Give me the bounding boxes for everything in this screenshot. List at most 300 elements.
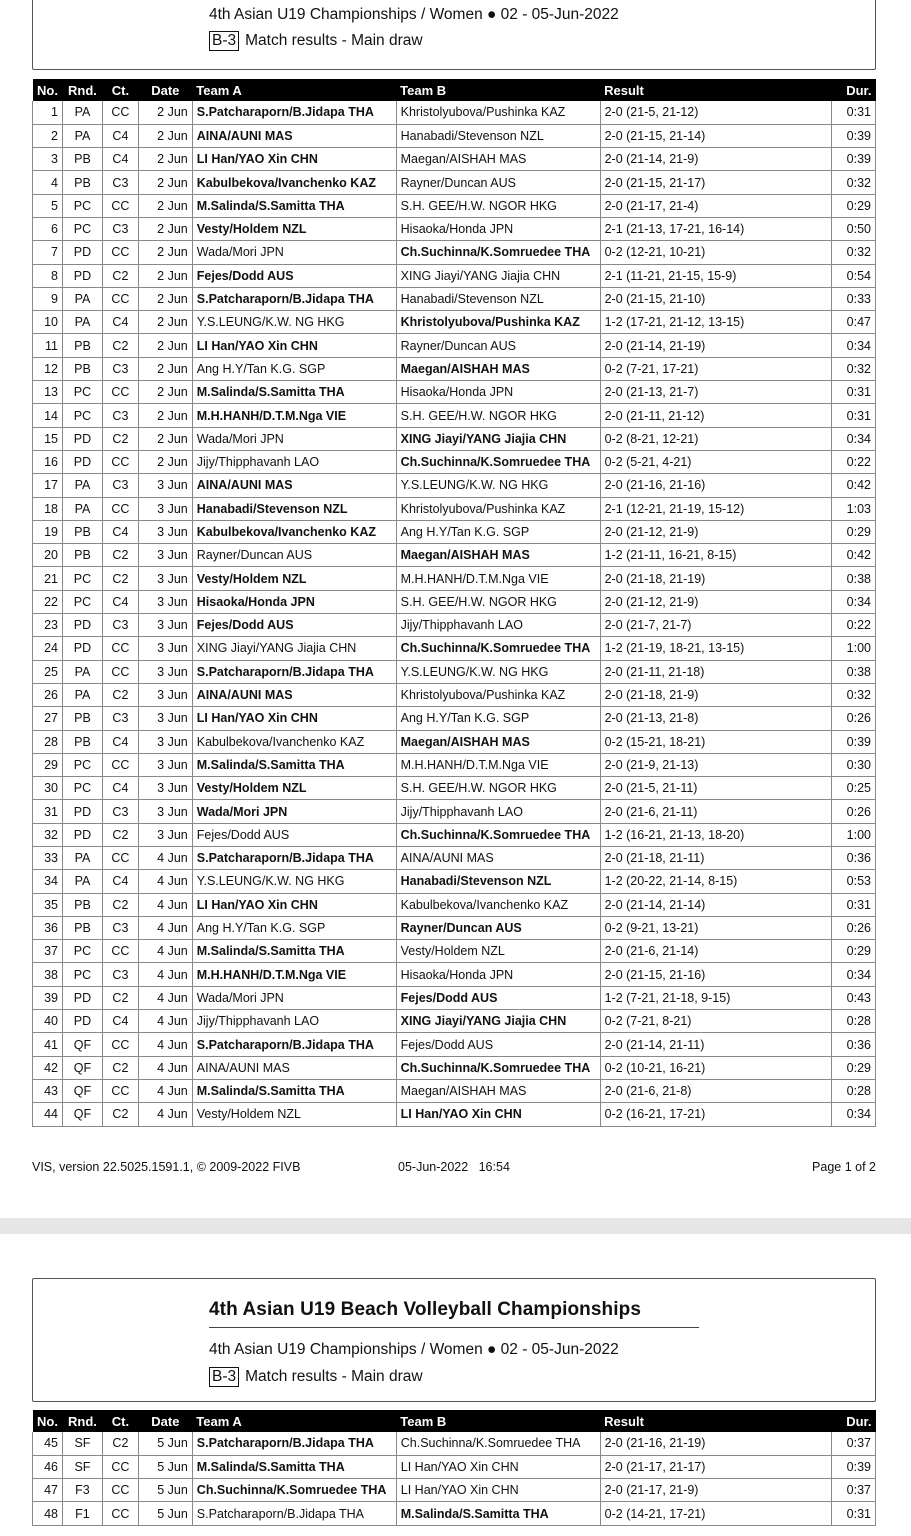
round-cell: PA: [62, 847, 102, 870]
date-cell: 2 Jun: [138, 148, 192, 171]
duration-cell: 1:00: [832, 823, 876, 846]
title-underline: [209, 1327, 699, 1328]
duration-cell: 0:32: [832, 241, 876, 264]
table-row: [33, 777, 876, 800]
team-a-cell: S.Patcharaporn/B.Jidapa THA: [192, 1432, 396, 1455]
match-number-cell: 8: [33, 264, 63, 287]
court-cell: CC: [102, 101, 138, 124]
team-a-cell: M.H.HANH/D.T.M.Nga VIE: [192, 404, 396, 427]
court-cell: C4: [102, 124, 138, 147]
round-cell: PA: [62, 311, 102, 334]
team-a-cell: Vesty/Holdem NZL: [192, 1103, 396, 1126]
table-row: [33, 124, 876, 147]
team-a-cell: Vesty/Holdem NZL: [192, 777, 396, 800]
round-cell: PA: [62, 660, 102, 683]
result-cell: 2-0 (21-13, 21-7): [600, 381, 831, 404]
duration-cell: 0:39: [832, 148, 876, 171]
result-cell: 2-0 (21-14, 21-19): [600, 334, 831, 357]
result-cell: 0-2 (16-21, 17-21): [600, 1103, 831, 1126]
round-cell: PD: [62, 241, 102, 264]
duration-cell: 0:36: [832, 847, 876, 870]
result-cell: 2-0 (21-17, 21-9): [600, 1479, 831, 1502]
table-row: [33, 148, 876, 171]
result-cell: 2-0 (21-6, 21-14): [600, 940, 831, 963]
date-cell: 2 Jun: [138, 101, 192, 124]
team-a-cell: Y.S.LEUNG/K.W. NG HKG: [192, 311, 396, 334]
court-cell: C3: [102, 404, 138, 427]
court-cell: C2: [102, 1103, 138, 1126]
col-header-duration: Dur.: [832, 79, 876, 101]
court-cell: CC: [102, 1033, 138, 1056]
date-cell: 3 Jun: [138, 683, 192, 706]
result-cell: 2-0 (21-9, 21-13): [600, 753, 831, 776]
result-cell: 2-0 (21-15, 21-14): [600, 124, 831, 147]
table-row: [33, 567, 876, 590]
round-cell: SF: [62, 1455, 102, 1478]
match-number-cell: 39: [33, 986, 63, 1009]
date-cell: 4 Jun: [138, 1033, 192, 1056]
result-cell: 0-2 (14-21, 17-21): [600, 1502, 831, 1525]
result-cell: 1-2 (7-21, 21-18, 9-15): [600, 986, 831, 1009]
table-row: [33, 590, 876, 613]
match-number-cell: 40: [33, 1010, 63, 1033]
date-cell: 5 Jun: [138, 1479, 192, 1502]
round-cell: PB: [62, 148, 102, 171]
match-number-cell: 30: [33, 777, 63, 800]
team-a-cell: Fejes/Dodd AUS: [192, 823, 396, 846]
court-cell: CC: [102, 847, 138, 870]
round-cell: PC: [62, 404, 102, 427]
match-number-cell: 33: [33, 847, 63, 870]
duration-cell: 0:37: [831, 1432, 875, 1455]
result-cell: 0-2 (7-21, 17-21): [600, 357, 831, 380]
match-number-cell: 10: [33, 311, 63, 334]
match-number-cell: 18: [33, 497, 63, 520]
round-cell: PB: [62, 171, 102, 194]
team-b-cell: XING Jiayi/YANG Jiajia CHN: [396, 1010, 600, 1033]
duration-cell: 0:37: [831, 1479, 875, 1502]
result-cell: 2-0 (21-16, 21-19): [600, 1432, 831, 1455]
round-cell: PB: [62, 893, 102, 916]
duration-cell: 0:32: [832, 683, 876, 706]
team-a-cell: Kabulbekova/Ivanchenko KAZ: [192, 730, 396, 753]
court-cell: CC: [102, 1502, 138, 1525]
team-b-cell: Y.S.LEUNG/K.W. NG HKG: [396, 474, 600, 497]
team-b-cell: M.H.HANH/D.T.M.Nga VIE: [396, 753, 600, 776]
round-cell: PB: [62, 707, 102, 730]
col-header-duration: Dur.: [831, 1410, 875, 1432]
duration-cell: 0:29: [832, 194, 876, 217]
court-cell: C2: [102, 334, 138, 357]
team-b-cell: Rayner/Duncan AUS: [396, 334, 600, 357]
round-cell: PA: [62, 870, 102, 893]
team-a-cell: AINA/AUNI MAS: [192, 124, 396, 147]
match-number-cell: 25: [33, 660, 63, 683]
team-a-cell: Vesty/Holdem NZL: [192, 567, 396, 590]
result-cell: 2-0 (21-17, 21-17): [600, 1455, 831, 1478]
match-number-cell: 29: [33, 753, 63, 776]
table-row: [33, 730, 876, 753]
report-header-box: [32, 1278, 876, 1402]
table-row: [33, 800, 876, 823]
team-a-cell: AINA/AUNI MAS: [192, 683, 396, 706]
date-cell: 2 Jun: [138, 427, 192, 450]
table-row: [33, 171, 876, 194]
date-cell: 4 Jun: [138, 870, 192, 893]
team-b-cell: Maegan/AISHAH MAS: [396, 730, 600, 753]
match-number-cell: 1: [33, 101, 63, 124]
team-b-cell: XING Jiayi/YANG Jiajia CHN: [396, 427, 600, 450]
match-number-cell: 28: [33, 730, 63, 753]
date-cell: 4 Jun: [138, 1056, 192, 1079]
court-cell: CC: [102, 381, 138, 404]
round-cell: PA: [62, 474, 102, 497]
match-number-cell: 24: [33, 637, 63, 660]
result-cell: 2-0 (21-16, 21-16): [600, 474, 831, 497]
duration-cell: 0:54: [832, 264, 876, 287]
round-cell: PA: [62, 101, 102, 124]
court-cell: CC: [102, 1455, 138, 1478]
court-cell: CC: [102, 450, 138, 473]
date-cell: 4 Jun: [138, 986, 192, 1009]
court-cell: CC: [102, 497, 138, 520]
team-a-cell: Ang H.Y/Tan K.G. SGP: [192, 357, 396, 380]
round-cell: PB: [62, 357, 102, 380]
court-cell: C2: [102, 264, 138, 287]
match-number-cell: 46: [33, 1455, 63, 1478]
team-a-cell: LI Han/YAO Xin CHN: [192, 893, 396, 916]
date-cell: 3 Jun: [138, 660, 192, 683]
table-row: [33, 544, 876, 567]
table-row: [33, 753, 876, 776]
result-cell: 2-0 (21-14, 21-11): [600, 1033, 831, 1056]
duration-cell: 0:42: [832, 474, 876, 497]
date-cell: 4 Jun: [138, 1079, 192, 1102]
match-number-cell: 36: [33, 916, 63, 939]
team-a-cell: S.Patcharaporn/B.Jidapa THA: [192, 1502, 396, 1525]
round-cell: PA: [62, 124, 102, 147]
table-row: [33, 893, 876, 916]
team-b-cell: Ch.Suchinna/K.Somruedee THA: [396, 1056, 600, 1079]
report-header-box: [32, 0, 876, 70]
round-cell: PC: [62, 590, 102, 613]
col-header-date: Date: [138, 79, 192, 101]
team-a-cell: M.Salinda/S.Samitta THA: [192, 1455, 396, 1478]
result-cell: 2-0 (21-12, 21-9): [600, 590, 831, 613]
team-b-cell: LI Han/YAO Xin CHN: [396, 1479, 600, 1502]
court-cell: C2: [102, 1056, 138, 1079]
team-b-cell: Y.S.LEUNG/K.W. NG HKG: [396, 660, 600, 683]
result-cell: 1-2 (21-11, 16-21, 8-15): [600, 544, 831, 567]
court-cell: CC: [102, 1079, 138, 1102]
duration-cell: 0:38: [832, 567, 876, 590]
date-cell: 3 Jun: [138, 520, 192, 543]
match-number-cell: 45: [33, 1432, 63, 1455]
table-row: [33, 1502, 876, 1525]
court-cell: C4: [102, 311, 138, 334]
team-b-cell: S.H. GEE/H.W. NGOR HKG: [396, 777, 600, 800]
result-cell: 2-0 (21-18, 21-19): [600, 567, 831, 590]
result-cell: 2-0 (21-6, 21-8): [600, 1079, 831, 1102]
date-cell: 2 Jun: [138, 241, 192, 264]
round-cell: PA: [62, 287, 102, 310]
report-title: Match results - Main draw: [245, 1368, 423, 1385]
court-cell: CC: [102, 194, 138, 217]
duration-cell: 0:22: [832, 450, 876, 473]
court-cell: C3: [102, 800, 138, 823]
result-cell: 2-0 (21-5, 21-12): [600, 101, 831, 124]
table-row: [33, 381, 876, 404]
team-a-cell: Wada/Mori JPN: [192, 986, 396, 1009]
round-cell: QF: [62, 1056, 102, 1079]
match-number-cell: 38: [33, 963, 63, 986]
duration-cell: 0:39: [831, 1455, 875, 1478]
court-cell: C4: [102, 777, 138, 800]
team-a-cell: Fejes/Dodd AUS: [192, 264, 396, 287]
report-page-2: [0, 1234, 911, 1536]
table-row: [33, 334, 876, 357]
duration-cell: 0:43: [832, 986, 876, 1009]
team-a-cell: LI Han/YAO Xin CHN: [192, 707, 396, 730]
result-cell: 1-2 (20-22, 21-14, 8-15): [600, 870, 831, 893]
team-b-cell: Hanabadi/Stevenson NZL: [396, 870, 600, 893]
match-number-cell: 11: [33, 334, 63, 357]
result-cell: 0-2 (12-21, 10-21): [600, 241, 831, 264]
result-cell: 2-0 (21-12, 21-9): [600, 520, 831, 543]
team-b-cell: Kabulbekova/Ivanchenko KAZ: [396, 893, 600, 916]
duration-cell: 0:26: [832, 707, 876, 730]
duration-cell: 0:30: [832, 753, 876, 776]
result-cell: 2-0 (21-6, 21-11): [600, 800, 831, 823]
team-a-cell: S.Patcharaporn/B.Jidapa THA: [192, 847, 396, 870]
court-cell: C4: [102, 1010, 138, 1033]
team-b-cell: LI Han/YAO Xin CHN: [396, 1103, 600, 1126]
duration-cell: 0:31: [832, 893, 876, 916]
team-b-cell: Rayner/Duncan AUS: [396, 171, 600, 194]
team-b-cell: Khristolyubova/Pushinka KAZ: [396, 101, 600, 124]
team-a-cell: LI Han/YAO Xin CHN: [192, 334, 396, 357]
round-cell: PC: [62, 940, 102, 963]
table-row: [33, 264, 876, 287]
table-row: [33, 450, 876, 473]
court-cell: CC: [102, 660, 138, 683]
result-cell: 2-1 (11-21, 21-15, 15-9): [600, 264, 831, 287]
result-cell: 0-2 (15-21, 18-21): [600, 730, 831, 753]
table-row: [33, 847, 876, 870]
team-a-cell: Jijy/Thipphavanh LAO: [192, 450, 396, 473]
court-cell: C3: [102, 916, 138, 939]
court-cell: CC: [102, 287, 138, 310]
court-cell: C3: [102, 707, 138, 730]
match-number-cell: 13: [33, 381, 63, 404]
table-row: [33, 683, 876, 706]
result-cell: 2-0 (21-13, 21-8): [600, 707, 831, 730]
team-a-cell: M.Salinda/S.Samitta THA: [192, 194, 396, 217]
match-number-cell: 12: [33, 357, 63, 380]
duration-cell: 0:32: [832, 171, 876, 194]
col-header-team-a: Team A: [192, 1410, 396, 1432]
match-number-cell: 32: [33, 823, 63, 846]
duration-cell: 0:29: [832, 520, 876, 543]
round-cell: F1: [62, 1502, 102, 1525]
col-header-round: Rnd.: [62, 1410, 102, 1432]
footer-page-number: Page 1 of 2: [812, 1160, 876, 1174]
report-code-badge: B-3: [209, 1367, 239, 1387]
date-cell: 2 Jun: [138, 124, 192, 147]
round-cell: PB: [62, 520, 102, 543]
team-b-cell: AINA/AUNI MAS: [396, 847, 600, 870]
duration-cell: 0:31: [832, 101, 876, 124]
result-cell: 0-2 (8-21, 12-21): [600, 427, 831, 450]
court-cell: CC: [102, 753, 138, 776]
round-cell: PD: [62, 614, 102, 637]
result-cell: 2-0 (21-15, 21-16): [600, 963, 831, 986]
result-cell: 2-1 (21-13, 17-21, 16-14): [600, 217, 831, 240]
table-row: [33, 357, 876, 380]
round-cell: PD: [62, 1010, 102, 1033]
col-header-result: Result: [600, 79, 831, 101]
date-cell: 3 Jun: [138, 823, 192, 846]
col-header-date: Date: [138, 1410, 192, 1432]
duration-cell: 0:34: [832, 1103, 876, 1126]
date-cell: 3 Jun: [138, 707, 192, 730]
table-row: [33, 1455, 876, 1478]
team-b-cell: Khristolyubova/Pushinka KAZ: [396, 497, 600, 520]
court-cell: CC: [102, 241, 138, 264]
round-cell: PD: [62, 823, 102, 846]
round-cell: PA: [62, 497, 102, 520]
court-cell: CC: [102, 1479, 138, 1502]
match-number-cell: 44: [33, 1103, 63, 1126]
date-cell: 2 Jun: [138, 381, 192, 404]
date-cell: 5 Jun: [138, 1432, 192, 1455]
date-cell: 3 Jun: [138, 614, 192, 637]
team-b-cell: XING Jiayi/YANG Jiajia CHN: [396, 264, 600, 287]
team-a-cell: AINA/AUNI MAS: [192, 1056, 396, 1079]
date-cell: 2 Jun: [138, 404, 192, 427]
round-cell: PD: [62, 450, 102, 473]
duration-cell: 0:31: [831, 1502, 875, 1525]
result-cell: 0-2 (5-21, 4-21): [600, 450, 831, 473]
team-b-cell: Hisaoka/Honda JPN: [396, 963, 600, 986]
table-row: [33, 241, 876, 264]
team-a-cell: M.Salinda/S.Samitta THA: [192, 381, 396, 404]
match-number-cell: 9: [33, 287, 63, 310]
match-number-cell: 37: [33, 940, 63, 963]
round-cell: PD: [62, 427, 102, 450]
round-cell: PA: [62, 683, 102, 706]
team-b-cell: Ang H.Y/Tan K.G. SGP: [396, 520, 600, 543]
table-row: [33, 194, 876, 217]
court-cell: C4: [102, 520, 138, 543]
round-cell: PD: [62, 986, 102, 1009]
court-cell: C2: [102, 567, 138, 590]
team-b-cell: Hanabadi/Stevenson NZL: [396, 124, 600, 147]
date-cell: 3 Jun: [138, 544, 192, 567]
round-cell: PB: [62, 916, 102, 939]
match-number-cell: 21: [33, 567, 63, 590]
date-cell: 4 Jun: [138, 916, 192, 939]
court-cell: C3: [102, 474, 138, 497]
match-number-cell: 47: [33, 1479, 63, 1502]
team-a-cell: M.H.HANH/D.T.M.Nga VIE: [192, 963, 396, 986]
date-cell: 2 Jun: [138, 334, 192, 357]
col-header-court: Ct.: [102, 79, 138, 101]
team-a-cell: Ch.Suchinna/K.Somruedee THA: [192, 1479, 396, 1502]
result-cell: 2-0 (21-5, 21-11): [600, 777, 831, 800]
table-row: [33, 940, 876, 963]
result-cell: 2-0 (21-18, 21-11): [600, 847, 831, 870]
report-title-line: [209, 1367, 423, 1387]
duration-cell: 0:36: [832, 1033, 876, 1056]
table-row: [33, 614, 876, 637]
team-a-cell: Ang H.Y/Tan K.G. SGP: [192, 916, 396, 939]
match-results-body: [33, 101, 876, 1126]
round-cell: PD: [62, 264, 102, 287]
table-row: [33, 916, 876, 939]
court-cell: C2: [102, 544, 138, 567]
date-cell: 3 Jun: [138, 800, 192, 823]
match-number-cell: 22: [33, 590, 63, 613]
duration-cell: 0:38: [832, 660, 876, 683]
court-cell: C3: [102, 357, 138, 380]
date-cell: 3 Jun: [138, 590, 192, 613]
duration-cell: 0:34: [832, 427, 876, 450]
match-results-body: [33, 1432, 876, 1525]
match-number-cell: 6: [33, 217, 63, 240]
team-b-cell: Khristolyubova/Pushinka KAZ: [396, 683, 600, 706]
team-a-cell: S.Patcharaporn/B.Jidapa THA: [192, 101, 396, 124]
match-number-cell: 16: [33, 450, 63, 473]
result-cell: 2-0 (21-18, 21-9): [600, 683, 831, 706]
court-cell: C4: [102, 870, 138, 893]
duration-cell: 0:31: [832, 381, 876, 404]
result-cell: 2-0 (21-15, 21-10): [600, 287, 831, 310]
court-cell: C2: [102, 683, 138, 706]
match-number-cell: 15: [33, 427, 63, 450]
duration-cell: 0:33: [832, 287, 876, 310]
result-cell: 2-0 (21-15, 21-17): [600, 171, 831, 194]
round-cell: PD: [62, 800, 102, 823]
date-cell: 2 Jun: [138, 287, 192, 310]
duration-cell: 0:34: [832, 590, 876, 613]
table-row: [33, 1479, 876, 1502]
duration-cell: 0:53: [832, 870, 876, 893]
team-a-cell: S.Patcharaporn/B.Jidapa THA: [192, 1033, 396, 1056]
round-cell: PC: [62, 567, 102, 590]
team-b-cell: Rayner/Duncan AUS: [396, 916, 600, 939]
match-number-cell: 41: [33, 1033, 63, 1056]
result-cell: 1-2 (17-21, 21-12, 13-15): [600, 311, 831, 334]
match-number-cell: 19: [33, 520, 63, 543]
team-b-cell: Maegan/AISHAH MAS: [396, 1079, 600, 1102]
result-cell: 0-2 (10-21, 16-21): [600, 1056, 831, 1079]
round-cell: PC: [62, 194, 102, 217]
court-cell: C4: [102, 590, 138, 613]
table-row: [33, 637, 876, 660]
duration-cell: 1:00: [832, 637, 876, 660]
team-b-cell: Fejes/Dodd AUS: [396, 1033, 600, 1056]
match-number-cell: 17: [33, 474, 63, 497]
date-cell: 4 Jun: [138, 940, 192, 963]
report-title-line: [209, 31, 423, 51]
court-cell: C4: [102, 730, 138, 753]
team-a-cell: LI Han/YAO Xin CHN: [192, 148, 396, 171]
team-b-cell: Fejes/Dodd AUS: [396, 986, 600, 1009]
date-cell: 3 Jun: [138, 777, 192, 800]
team-b-cell: Hanabadi/Stevenson NZL: [396, 287, 600, 310]
date-cell: 5 Jun: [138, 1502, 192, 1525]
